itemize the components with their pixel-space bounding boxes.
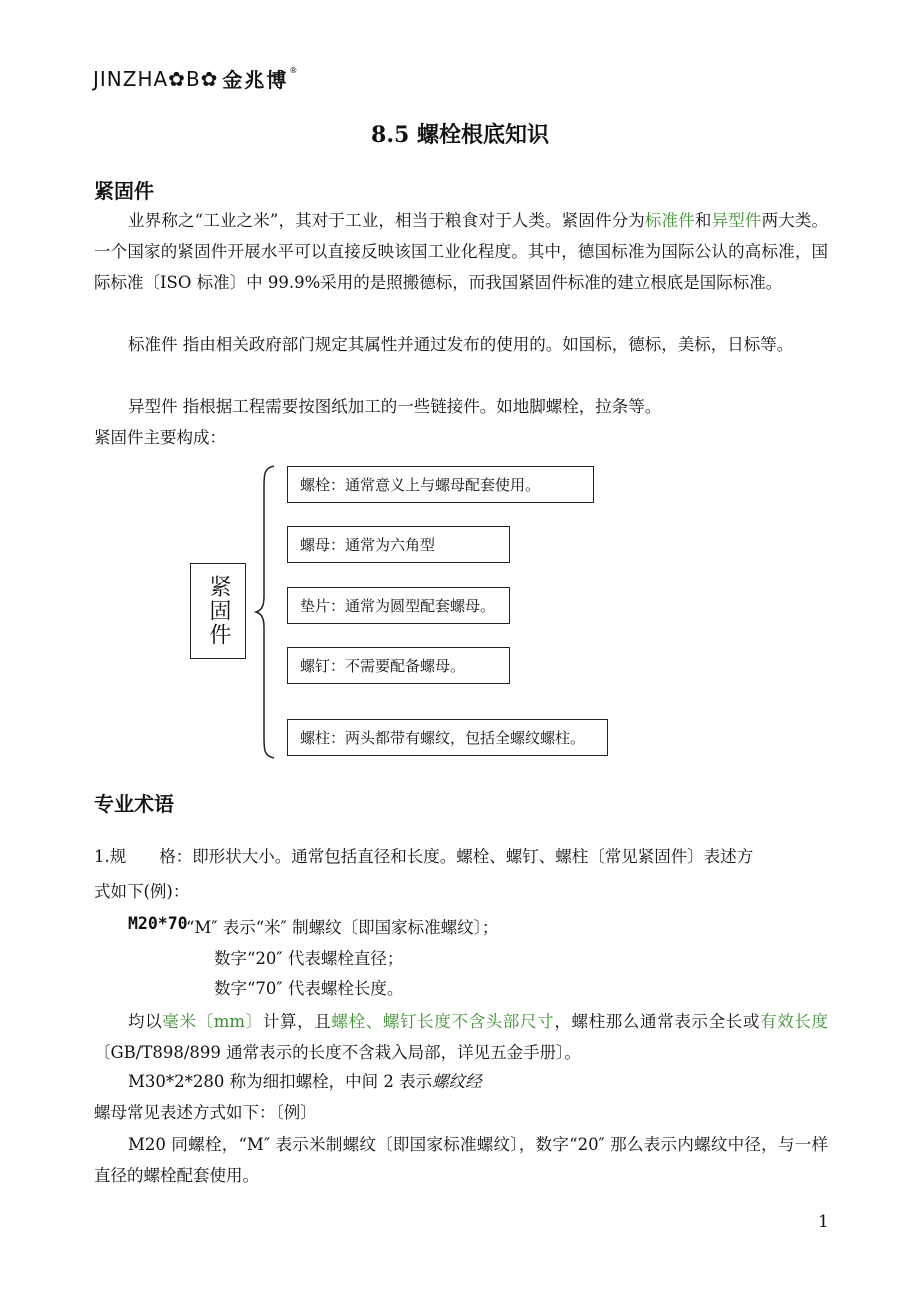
- special-parts-paragraph: 异型件 指根据工程需要按图纸加工的一些链接件。如地脚螺栓，拉条等。: [128, 397, 662, 416]
- text-run: M30*2*280 称为细扣螺栓，中间 2 表示: [128, 1072, 433, 1091]
- text-run: 均以: [128, 1012, 163, 1031]
- text-run: 和: [694, 211, 712, 230]
- diagram-item-screw: 螺钉：不需要配备螺母。: [287, 647, 510, 684]
- composition-label: 紧固件主要构成：: [94, 428, 226, 447]
- spec-definition-line1: 1.规 格：即形状大小。通常包括直径和长度。螺栓、螺钉、螺柱〔常见紧固件〕表述方: [94, 847, 754, 866]
- logo-latin: JINZHA✿B✿: [93, 66, 219, 91]
- page-number: 1: [818, 1212, 829, 1232]
- text-run: 计算，且: [262, 1012, 332, 1031]
- example-line-length: 数字“70″ 代表螺栓长度。: [214, 979, 404, 998]
- highlight-special-parts: 异型件: [711, 211, 762, 230]
- diagram-item-nut: 螺母：通常为六角型: [287, 526, 510, 563]
- example-line-m: “M″ 表示“米″ 制螺纹〔即国家标准螺纹〕；: [186, 918, 499, 937]
- section-heading-fasteners: 紧固件: [94, 179, 154, 203]
- italic-term: 螺纹经: [432, 1072, 482, 1091]
- highlight-length-rule: 螺栓、螺钉长度不含头部尺寸: [331, 1012, 555, 1031]
- registered-mark-icon: ®: [289, 66, 299, 75]
- nut-paragraph: M20 同螺栓，“M″ 表示米制螺纹〔即国家标准螺纹〕，数字“20″ 那么表示内螺纹中径，与一样直径的螺栓配套使用。: [94, 1135, 828, 1185]
- highlight-standard-parts: 标准件: [644, 211, 695, 230]
- logo-chinese: 金兆博: [222, 68, 289, 92]
- page-title: 8.5 螺栓根底知识: [371, 122, 549, 148]
- text-run: ，螺柱那么通常表示全长或: [554, 1012, 761, 1031]
- highlight-effective-length: 有效长度: [760, 1012, 829, 1031]
- diagram-item-stud: 螺柱：两头都带有螺纹，包括全螺纹螺柱。: [287, 719, 608, 756]
- diagram-item-bolt: 螺栓：通常意义上与螺母配套使用。: [287, 466, 594, 503]
- fine-thread-line: [128, 1068, 482, 1092]
- fasteners-intro-paragraph: [94, 205, 828, 298]
- example-code: M20*70: [128, 914, 188, 933]
- text-run: 业界称之“工业之米”，其对于工业，相当于粮食对于人类。紧固件分为: [128, 211, 645, 230]
- brand-logo: [93, 64, 298, 93]
- diagram-item-washer: 垫片：通常为圆型配套螺母。: [287, 587, 510, 624]
- highlight-mm: 毫米〔mm〕: [162, 1012, 263, 1031]
- nut-intro-line: 螺母常见表述方式如下：〔例〕: [94, 1103, 317, 1122]
- section-heading-terms: 专业术语: [94, 792, 174, 816]
- text-run: 〔GB/T898/899 通常表示的长度不含栽入局部，详见五金手册〕。: [94, 1043, 581, 1062]
- spec-definition-line2: 式如下(例)：: [94, 882, 190, 901]
- standard-parts-paragraph: 标准件 指由相关政府部门规定其属性并通过发布的使用的。如国标，德标，美标，日标等。: [128, 335, 794, 354]
- curly-brace-icon: [252, 464, 282, 760]
- unit-paragraph: [94, 1006, 828, 1068]
- example-line-diameter: 数字“20″ 代表螺栓直径；: [214, 949, 404, 968]
- text-run: 两大类。一个国家的紧固件开展水平可以直接反映该国工业化程度。其中，德国标准为国际公认的高标准，国际标准〔ISO 标准〕中 99.9%采用的是照搬德标，而我国紧固件标准的建立根底是国际标准。: [94, 211, 829, 292]
- diagram-root-box: 紧固件: [190, 563, 246, 659]
